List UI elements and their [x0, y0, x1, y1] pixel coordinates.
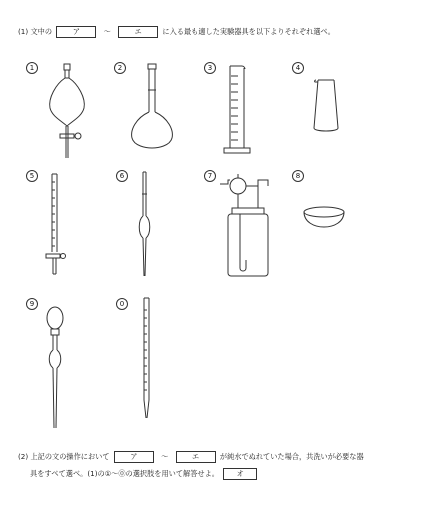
measuring-pipette-icon	[138, 296, 158, 422]
volumetric-pipette-icon	[130, 170, 160, 280]
question-2-mid: が純水でぬれていた場合，共洗いが必要な器	[219, 452, 364, 461]
answer-box-c: オ	[223, 468, 257, 480]
answer-box-a: ア	[56, 26, 96, 38]
item-number-8: 8	[292, 170, 304, 182]
item-number-2: 2	[114, 62, 126, 74]
answer-box-b: エ	[118, 26, 158, 38]
question-1-suffix: に入る最も適した実験器具を以下よりそれぞれ選べ。	[162, 27, 335, 36]
item-number-7: 7	[204, 170, 216, 182]
question-2	[18, 448, 428, 482]
item-number-9: 9	[26, 298, 38, 310]
burette-icon	[40, 170, 70, 280]
question-1-prefix: (1) 文中の	[18, 27, 53, 36]
conical-beaker-icon	[304, 76, 348, 136]
graduated-cylinder-icon	[218, 62, 262, 160]
question-2-line-1	[18, 448, 428, 465]
gas-washing-bottle-icon	[218, 172, 278, 280]
item-number-6: 6	[116, 170, 128, 182]
question-2-prefix: (2) 上記の文の操作において	[18, 452, 110, 461]
question-1	[18, 26, 428, 38]
item-number-0: 0	[116, 298, 128, 310]
answer-box-a-2: ア	[114, 451, 154, 463]
answer-box-b-2: エ	[176, 451, 216, 463]
item-number-4: 4	[292, 62, 304, 74]
separatory-funnel-icon	[38, 62, 98, 162]
question-2-line-2	[18, 465, 428, 482]
evaporating-dish-icon	[300, 204, 348, 240]
item-number-3: 3	[204, 62, 216, 74]
item-number-1: 1	[26, 62, 38, 74]
komagome-pipette-icon	[38, 306, 72, 432]
volumetric-flask-icon	[128, 62, 178, 152]
range-tilde: ～	[103, 27, 111, 36]
item-number-5: 5	[26, 170, 38, 182]
range-tilde-2: ～	[161, 452, 169, 461]
question-2-line2-text: 具をすべて選べ。(1)の①～⓪の選択肢を用いて解答せよ。	[30, 469, 219, 478]
